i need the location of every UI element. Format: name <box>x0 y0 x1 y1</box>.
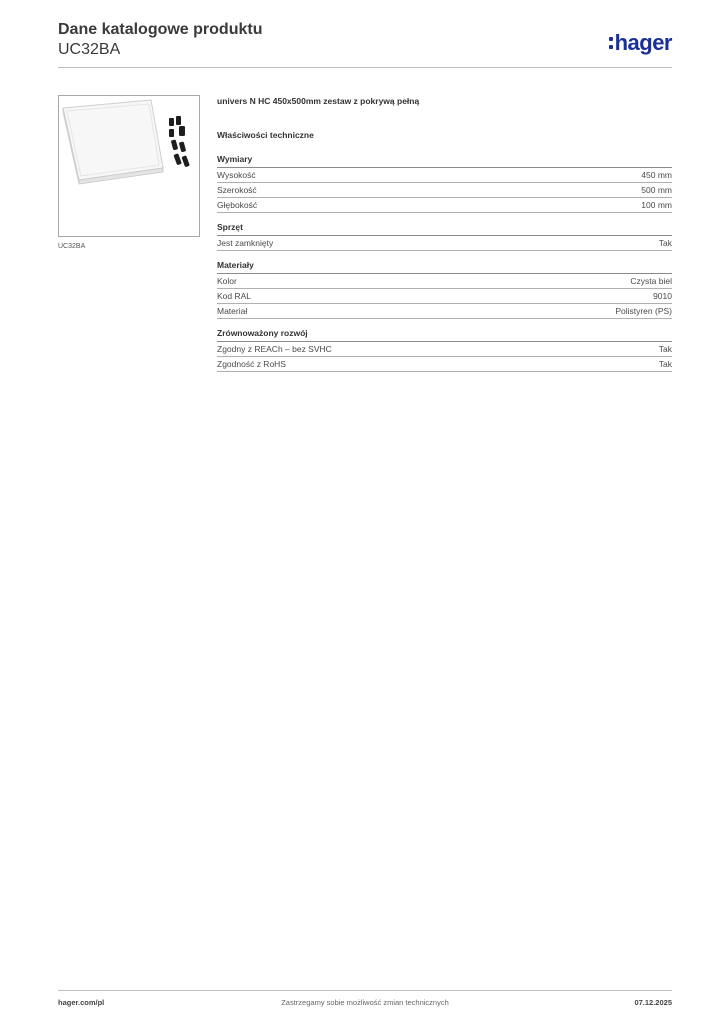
footer-notice: Zastrzegamy sobie możliwość zmian technicznych <box>281 998 449 1007</box>
product-code: UC32BA <box>58 41 121 58</box>
page-title: Dane katalogowe produktu <box>58 21 263 38</box>
spec-section-title: Zrównoważony rozwój <box>217 327 672 342</box>
image-caption: UC32BA <box>58 243 86 250</box>
spec-value: 9010 <box>653 291 672 301</box>
spec-section-title: Materiały <box>217 259 672 274</box>
footer-date: 07.12.2025 <box>634 998 672 1007</box>
spec-row <box>217 342 672 357</box>
spec-label: Zgodny z REACh – bez SVHC <box>217 344 332 354</box>
spec-value: Polistyren (PS) <box>615 306 672 316</box>
spec-section <box>217 259 672 319</box>
spec-value: 450 mm <box>641 170 672 180</box>
header-divider <box>58 67 672 68</box>
specifications <box>217 95 672 380</box>
spec-value: Tak <box>658 359 672 369</box>
spec-row <box>217 274 672 289</box>
spec-row <box>217 304 672 319</box>
logo-text: hager <box>614 30 672 55</box>
spec-label: Materiał <box>217 306 248 316</box>
spec-value: Czysta biel <box>630 276 672 286</box>
spec-section <box>217 153 672 213</box>
spec-label: Głębokość <box>217 200 258 210</box>
spec-value: Tak <box>658 344 672 354</box>
spec-section <box>217 221 672 251</box>
product-image <box>58 95 200 237</box>
page-header <box>58 20 672 66</box>
spec-label: Szerokość <box>217 185 257 195</box>
spec-section <box>217 327 672 372</box>
logo-dots-icon <box>609 37 613 49</box>
spec-section-title: Sprzęt <box>217 221 672 236</box>
spec-value: 100 mm <box>641 200 672 210</box>
spec-row <box>217 168 672 183</box>
spec-label: Kod RAL <box>217 291 252 301</box>
product-description: univers N HC 450x500mm zestaw z pokrywą pełną <box>217 96 420 106</box>
spec-row <box>217 289 672 304</box>
spec-row <box>217 198 672 213</box>
spec-sections <box>217 153 672 372</box>
spec-value: Tak <box>658 238 672 248</box>
spec-row <box>217 183 672 198</box>
technical-properties-heading: Właściwości techniczne <box>217 130 314 140</box>
footer-website[interactable]: hager.com/pl <box>58 998 105 1007</box>
footer-divider <box>58 990 672 991</box>
spec-row <box>217 357 672 372</box>
spec-label: Wysokość <box>217 170 256 180</box>
spec-label: Kolor <box>217 276 237 286</box>
spec-label: Jest zamknięty <box>217 238 274 248</box>
spec-section-title: Wymiary <box>217 153 672 168</box>
spec-row <box>217 236 672 251</box>
hager-logo <box>609 30 672 56</box>
spec-label: Zgodność z RoHS <box>217 359 286 369</box>
spec-value: 500 mm <box>641 185 672 195</box>
enclosure-cover-icon <box>59 96 199 236</box>
